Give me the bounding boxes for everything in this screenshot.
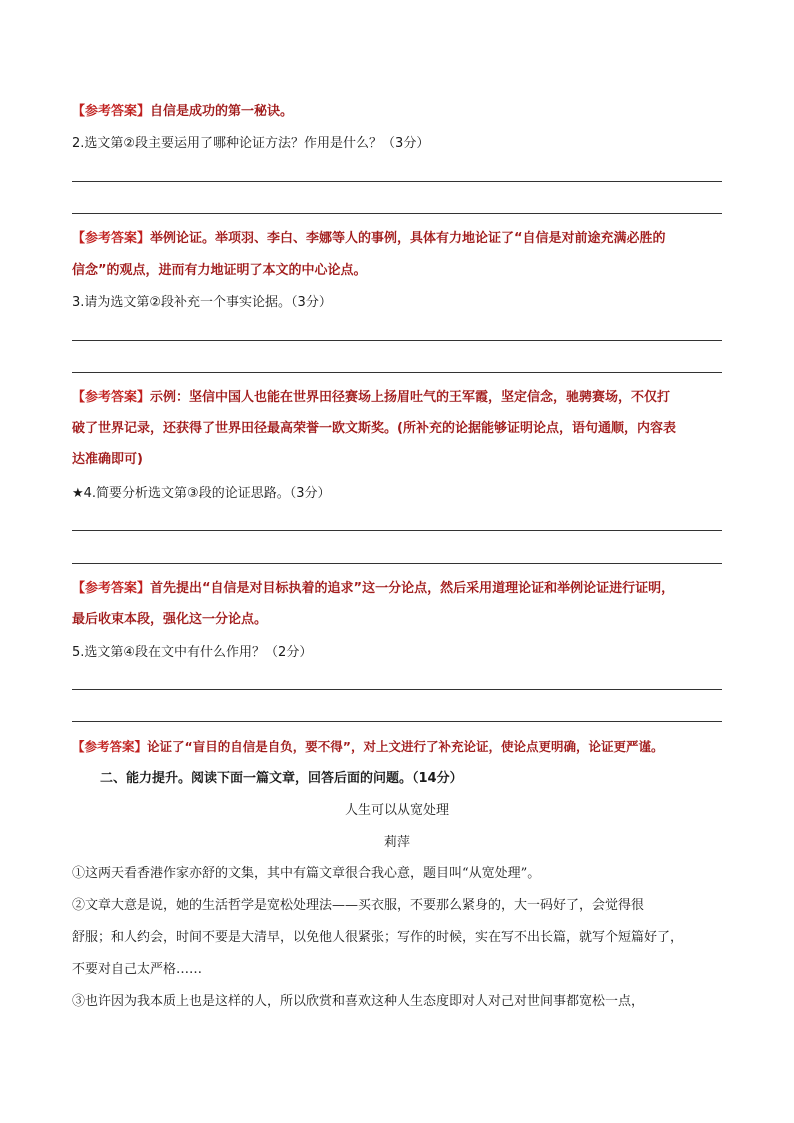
question-2: 2.选文第②段主要运用了哪种论证方法？作用是什么？（3分） bbox=[72, 136, 430, 151]
question-4: ★4.简要分析选文第③段的论证思路。（3分） bbox=[72, 486, 331, 501]
answer-3 bbox=[72, 390, 722, 406]
answer-text: 首先提出“自信是对目标执着的追求”这一分论点，然后采用道理论证和举例论证进行证明， bbox=[150, 581, 675, 596]
answer-text: 示例：坚信中国人也能在世界田径赛场上扬眉吐气的王军霞，坚定信念，驰骋赛场，不仅打 bbox=[150, 390, 671, 405]
answer-tag: 【参考答案】 bbox=[72, 739, 148, 754]
answer-tag: 【参考答案】 bbox=[72, 231, 151, 246]
answer-line[interactable] bbox=[72, 721, 722, 722]
answer-line[interactable] bbox=[72, 213, 722, 214]
answer-tag: 【参考答案】 bbox=[72, 390, 151, 405]
answer-5 bbox=[72, 739, 722, 755]
answer-line[interactable] bbox=[72, 372, 722, 373]
answer-3-cont2: 达准确即可) bbox=[72, 452, 143, 467]
answer-line[interactable] bbox=[72, 181, 722, 182]
question-3: 3.请为选文第②段补充一个事实论据。（3分） bbox=[72, 295, 332, 310]
answer-text: 举例论证。举项羽、李白、李娜等人的事例，具体有力地论证了“自信是对前途充满必胜的 bbox=[150, 231, 666, 246]
article-title: 人生可以从宽处理 bbox=[344, 803, 449, 818]
answer-line[interactable] bbox=[72, 563, 722, 564]
section-heading: 二、能力提升。阅读下面一篇文章，回答后面的问题。（14分） bbox=[100, 771, 463, 786]
article-paragraph-3: ③也许因为我本质上也是这样的人，所以欣赏和喜欢这种人生态度即对人对己对世间事都宽松一点， bbox=[72, 994, 645, 1009]
article-paragraph-1: ①这两天看香港作家亦舒的文集，其中有篇文章很合我心意，题目叫“从宽处理”。 bbox=[72, 866, 541, 881]
answer-1 bbox=[72, 104, 722, 120]
answer-text: 论证了“盲目的自信是自负，要不得”，对上文进行了补充论证，使论点更明确，论证更严谨。 bbox=[147, 739, 664, 754]
article-paragraph-2-cont2: 不要对自己太严格…… bbox=[72, 962, 203, 977]
answer-line[interactable] bbox=[72, 689, 722, 690]
question-5: 5.选文第④段在文中有什么作用？（2分） bbox=[72, 645, 313, 660]
answer-4-cont: 最后收束本段，强化这一分论点。 bbox=[72, 612, 268, 627]
article-paragraph-2-cont: 舒服；和人约会，时间不要是大清早，以免他人很紧张；写作的时候，实在写不出长篇，就写个短篇好了， bbox=[72, 930, 684, 945]
answer-tag: 【参考答案】 bbox=[72, 581, 151, 596]
answer-3-cont: 破了世界记录，还获得了世界田径最高荣誉一欧文斯奖。(所补充的论据能够证明论点，语句通顺，内容表 bbox=[72, 421, 676, 436]
answer-2-cont: 信念”的观点，进而有力地证明了本文的中心论点。 bbox=[72, 263, 367, 278]
answer-4 bbox=[72, 581, 722, 597]
article-author: 莉萍 bbox=[383, 835, 410, 850]
answer-line[interactable] bbox=[72, 530, 722, 531]
answer-line[interactable] bbox=[72, 340, 722, 341]
answer-tag: 【参考答案】 bbox=[72, 104, 151, 119]
answer-text: 自信是成功的第一秘诀。 bbox=[150, 104, 294, 119]
answer-2 bbox=[72, 231, 722, 247]
article-paragraph-2: ②文章大意是说，她的生活哲学是宽松处理法——买衣服，不要那么紧身的，大一码好了，会觉得很 bbox=[72, 898, 645, 913]
